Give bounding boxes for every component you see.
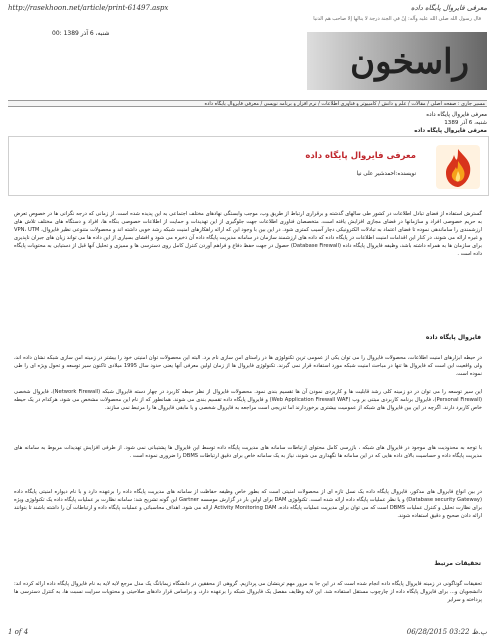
article-header: [8, 136, 489, 196]
breadcrumb[interactable]: مسیر جاری : صفحه اصلی / مقالات / علم و دانش / کامپیوتر و فناوری اطلاعات / نرم افزار و برنامه نویسی / معرفی فایروال پایگاه داده: [8, 100, 487, 107]
footer-timestamp: 06/28/2015 03:22 ب.ظ: [406, 628, 487, 636]
intro-paragraph: گسترش استفاده از فضای تبادل اطلاعات در کشور طی سالهای گذشته و برقراری ارتباط از طریق وب، موجب وابستگی نهادهای مختلف اجتماعی به این پدیده شده است. از زمانی که درجه نگرانی ها در خصوص تعرض به حریم خصوصی افراد و سازمانها در فضای مجازی افزایش یافته است، متخصصان فناوری اطلاعات جهت جلوگیری از این تهدیدات و حمایت از اطلاعات خصوصی بنگاه ها، افراد و دستگاه های مختلف تلاش های ارزشمندی را ساماندهی نموده تا فضای اعتماد به تبادلات الکترونیکی دچار آسیب کمتری شود. در این بین با وجود این که ارائه راهکارهای امنیت شبکه رشد خوبی داشته اند و محصولات متنوعی نظیر فایروال، VPN، UTM و غیره ارائه می شوند، در کنار این اقدامات امنیت اطلاعات در پایگاه داده که داده های ارزشمند سازمان در سامانه مدیریت پایگاه داده آن ذخیره می شود و افشای بسیاری از این داده ها می تواند زیان های جبران ناپذیری برای سازمان ها به همراه داشته باشد، وظیفه فایروال پایگاه داده (Database Firewall) حصول در جهت حفظ دفاع و فراهم آوردن کنترل کامل روی دسترسی ها و ممیزی و تحلیل آنها قبل از دستیابی به محتویات پایگاه داده است .: [14, 211, 482, 257]
paragraph-2: در حیطه ابزارهای امنیت اطلاعات، محصولات فایروال را می توان یکی از عمومی ترین تکنولوژی ها در راستای امن سازی نام برد. البته این محصولات توان امنیتی خود را بیشتر در زمینه امن سازی شبکه نشان داده اند، ولی واقعیت این است که فایروال ها تنها در مباحث امنیت شبکه مورد استفاده قرار نمی گیرند. تکنولوژی فایروال ها از زمان اولین معرفی آنها یعنی حدود سال 1995 میلادی تاکنون سیر توسعه و تحول ویژه ای را طی نموده است.: [14, 355, 483, 377]
print-page-title: معرفی فایروال پایگاه داده: [410, 4, 487, 12]
logo-title: راسخون: [350, 42, 469, 82]
section-title-db-firewall: فایروال پایگاه داده: [425, 334, 481, 341]
site-logo[interactable]: [307, 14, 487, 94]
logo-tagline: قال رسول الله صلى الله عليه وآله: إنّ في الجنة درجة لا ينالها إلا صاحب هم الدنيا: [313, 16, 481, 22]
meta-line-2: شنبه، 6 آذر 1389: [444, 120, 487, 126]
paragraph-5: در بین انواع فایروال های مذکور، فایروال پایگاه داده یک نسل تازه ای از محصولات امنیتی است که بطور خاص وظیفه حفاظت از سامانه های مدیریت پایگاه داده را برعهده دارد و با نام دیواره امنیتی پایگاه داده (Database security Gateway) و یا نظر عملیات پایگاه داده ارائه شده است. تکنولوژی DAM برای اولین بار در گزارش موسسه Gartner این گونه تشریح شد: سامانه نظارت بر عملیات پایگاه داده یک تکنولوژی ویژه برای نظارت تحلیل و کنترل عملیات DBMS است که می توان برای مدیریت عملیات پایگاه داده، Activity Monitoring DAM ارائه می شود. اهداف محاسباتی و عملیات پایگاه داده و ارتباطات آن را داشته باشند تا بتوانند ارائه دادن صحیح و دقیق استفاده شوند.: [14, 489, 483, 519]
site-date: شنبه، 6 آذر 1389 :00: [52, 30, 110, 37]
section-title-related: تحقیقات مرتبط: [434, 560, 481, 567]
paragraph-4: با توجه به محدودیت های موجود در فایروال های شبکه ، بازرسی کامل محتوای ارتباطات سامانه های مدیریت پایگاه داده توسط این فایروال ها پشتیبانی نمی شود. از طرفی افزایش تهدیدات مربوط به سامانه های مدیریت پایگاه داده و حساسیت بالای داده هایی که در این سامانه ها نگهداری می شوند، نیاز به یک سامانه خاص برای دقیق ارتباطات DBMS را ضروری نموده است .: [14, 445, 482, 459]
paragraph-3: این سیر توسعه را می توان در دو زمینه کلی رشد قابلیت ها و کاربردی نمودن آن ها تقسیم بندی نمود. محصولات فایروال از نظر حیطه کاربرد در چهار دسته فایروال شبکه (Network Firewall)، فایروال شخصی (Personal Firewall)، فایروال برنامه کاربردی مبتنی بر وب (Web Application Firewall WAF) و فایروال پایگاه داده تقسیم بندی می شوند. همانطور که از نام این محصولات مشخص می شود، هرکدام در یک حیطه خاص کاربرد دارند. اگرچه در این بین فایروال های شبکه از عمومیت بیشتری برخوردارند اما تدریجی است مراجعه به فایروال شخصی و یا مابقی فایروال ها را مرتبط نمی سازند.: [14, 389, 482, 411]
firewall-flame-icon: [434, 143, 482, 191]
paragraph-6: تحقیقات گوناگونی در زمینه فایروال پایگاه داده انجام شده است که در این جا به مرور مهم ترینشان می پردازیم. گروهی از محققین در دانشگاه زیمابانگ یک مدل مرجع لایه لایه به نام فایروال پایگاه داده ارائه کرده اند: دانشجویان و... برای فایروال پایگاه داده از چارچوب مستقل استفاده شد. این لایه وظایف مفصل یک فایروال شبکه را برعهده دارد، و براساس قرار دادهای صلاحیتی و محتویات سرایت نسبت ها، به کنترل دسترسی ها پرداخته و سرایر: [14, 581, 482, 603]
article-title: معرفی فایروال پایگاه داده: [305, 151, 416, 161]
footer-page-count: 1 of 4: [8, 628, 29, 636]
article-author: نویسنده:احمدشیر علی نیا: [356, 171, 416, 177]
meta-line-1: معرفی فایروال پایگاه داده: [426, 112, 487, 118]
meta-line-3: معرفی فایروال پایگاه داده: [414, 128, 487, 134]
print-url: http://rasekhoon.net/article/print-61497.aspx: [8, 4, 169, 12]
